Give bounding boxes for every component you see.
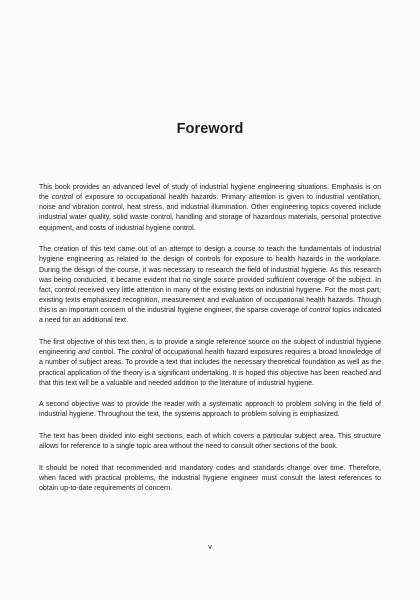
italic-run: control — [309, 307, 331, 315]
paragraph — [39, 400, 381, 420]
text-run: of exposure to occupational health hazards. Primary attention is given to industrial ventilation, noise and vibration control, heat stress, and industrial illumination. Other engineering topics covered include industrial water quality, solid waste control, handling and storage of hazardous materials, personal protective equipment, and costs of industrial hygiene control. — [39, 194, 381, 232]
italic-run: and — [78, 349, 90, 357]
page-number: v — [208, 544, 212, 551]
text-run: The first objective of this text then, is to provide a single reference source on the subject of industrial hygiene engineering — [39, 339, 381, 357]
text-run: topics indicated a need for an additional text. — [39, 307, 381, 325]
paragraph — [39, 432, 381, 452]
paragraph — [39, 338, 381, 389]
text-run: A second objective was to provide the reader with a systematic approach to problem solving in the field of industrial hygiene. Throughout the text, the systems approach to problem solving is emphasized. — [39, 401, 381, 419]
text-run: This book provides an advanced level of study of industrial hygiene engineering situations. Emphasis is on the — [39, 184, 381, 202]
text-run: control. The — [89, 349, 132, 357]
paragraph — [39, 245, 381, 326]
paragraph — [39, 464, 381, 494]
text-run: The text has been divided into eight sections, each of which covers a particular subject area. This structure allows for reference to a single topic area without the need to consult other sections of the book. — [39, 433, 381, 451]
foreword-body — [39, 183, 381, 506]
italic-run: control — [51, 194, 74, 202]
text-run: The creation of this text came out of an attempt to design a course to teach the fundamentals of industrial hygiene engineering as related to the design of controls for exposure to health hazards in the workplace. During the design of the course, it was necessary to research the field of industrial hygiene. As this research was being conducted, it became evident that no single source provided sufficient coverage of the subject. In fact, control received very little attention in many of the existing texts on industrial hygiene. For the most part, existing texts emphasized recognition, measurement and evaluation of occupational health hazards. Though this is an important concern of the industrial hygiene engineer, the sparse coverage of — [39, 246, 381, 315]
text-run: of occupational health hazard exposures requires a broad knowledge of a number of subject areas. To provide a text that includes the necessary theoretical foundation as well as the practical application of the theory is a significant undertaking. It is hoped this objective has been reached and that this text will be a valuable and needed addition to the literature of industrial hygiene. — [39, 349, 381, 387]
paragraph — [39, 183, 381, 234]
page-title: Foreword — [176, 121, 244, 137]
text-run: It should be noted that recommended and mandatory codes and standards change over time. Therefore, when faced with practical problems, the industrial hygiene engineer must consult the latest references to obtain up-to-date requirements of concern. — [39, 464, 381, 493]
italic-run: control — [131, 349, 153, 357]
